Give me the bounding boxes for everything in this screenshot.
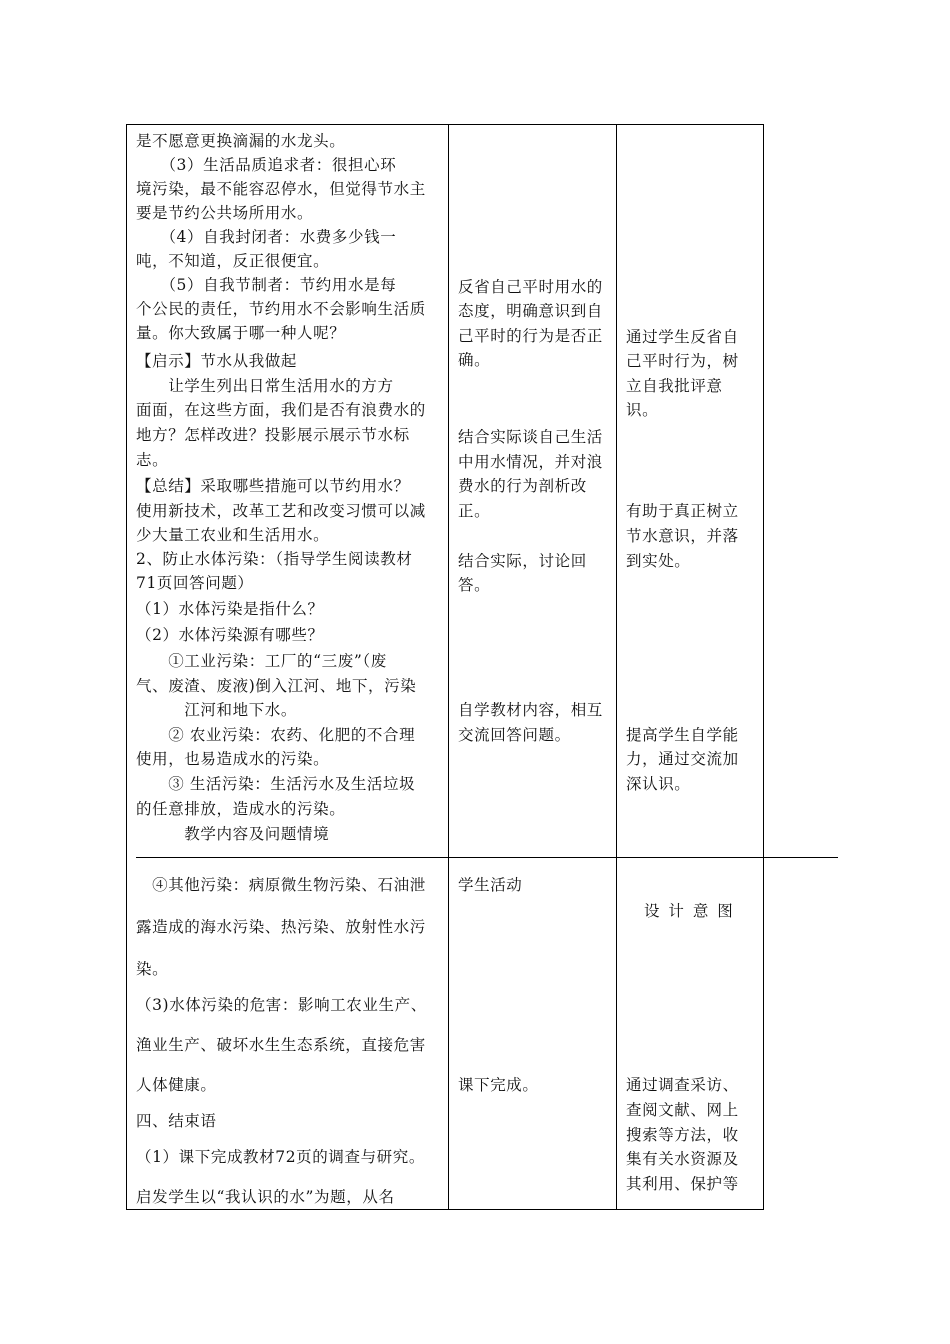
- content-line: 使用，也易造成水的污染。: [136, 750, 330, 768]
- activity-line: 反省自己平时用水的: [458, 278, 603, 296]
- content-line: 少大量工农业和生活用水。: [136, 526, 330, 544]
- activity-line: 正。: [458, 502, 491, 520]
- intent-line: 通过调查采访、: [626, 1076, 739, 1094]
- table-bottom-border: [126, 1209, 764, 1210]
- content-line: 【启示】节水从我做起: [136, 352, 298, 370]
- content-line: 71页回答问题）: [136, 574, 254, 592]
- activity-line: 确。: [458, 351, 491, 369]
- column-divider-2: [616, 124, 617, 1210]
- content-line: 人体健康。: [136, 1076, 217, 1094]
- column-header-activity: 学生活动: [458, 876, 523, 894]
- intent-line: 己平时行为，树: [626, 352, 739, 370]
- content-line: 面面，在这些方面，我们是否有浪费水的: [136, 401, 426, 419]
- activity-line: 课下完成。: [458, 1076, 539, 1094]
- content-line: 境污染，最不能容忍停水，但觉得节水主: [136, 180, 426, 198]
- content-line: 要是节约公共场所用水。: [136, 204, 314, 222]
- content-line: 2、防止水体污染：（指导学生阅读教材: [136, 550, 413, 568]
- intent-line: 查阅文献、网上: [626, 1101, 739, 1119]
- content-line: （3）生活品质追求者：很担心环: [136, 156, 397, 174]
- activity-line: 答。: [458, 576, 491, 594]
- content-line: （2）水体污染源有哪些？: [136, 626, 324, 644]
- content-line: 是不愿意更换滴漏的水龙头。: [136, 132, 346, 150]
- page-break-rule: [136, 857, 838, 858]
- content-line: （4）自我封闭者：水费多少钱一: [136, 228, 397, 246]
- intent-line: 搜索等方法，收: [626, 1126, 739, 1144]
- activity-line: 交流回答问题。: [458, 726, 571, 744]
- content-line: 渔业生产、破坏水生生态系统，直接危害: [136, 1036, 426, 1054]
- content-line: 个公民的责任，节约用水不会影响生活质: [136, 300, 426, 318]
- content-line: 染。: [136, 960, 169, 978]
- content-line: 露造成的海水污染、热污染、放射性水污: [136, 918, 426, 936]
- intent-line: 深认识。: [626, 775, 691, 793]
- content-line: ② 农业污染：农药、化肥的不合理: [136, 726, 416, 744]
- column-divider-1: [448, 124, 449, 1210]
- content-line: 气、废渣、废液)倒入江河、地下，污染: [136, 677, 417, 695]
- intent-line: 立自我批评意: [626, 377, 723, 395]
- content-line: 四、结束语: [136, 1112, 217, 1130]
- intent-line: 节水意识，并落: [626, 527, 739, 545]
- activity-line: 费水的行为剖析改: [458, 477, 587, 495]
- table-top-border: [126, 124, 763, 125]
- content-line: 的任意排放，造成水的污染。: [136, 800, 346, 818]
- intent-line: 提高学生自学能: [626, 726, 739, 744]
- table-right-border: [763, 124, 764, 1210]
- content-line: 吨，不知道，反正很便宜。: [136, 252, 330, 270]
- content-line: 让学生列出日常生活用水的方方: [136, 377, 394, 395]
- intent-line: 其利用、保护等: [626, 1175, 739, 1193]
- content-line: 志。: [136, 451, 169, 469]
- column-header-content: 教学内容及问题情境: [136, 825, 330, 843]
- activity-line: 己平时的行为是否正: [458, 327, 603, 345]
- content-line: 启发学生以“我认识的水”为题，从名: [136, 1188, 395, 1206]
- intent-line: 力，通过交流加: [626, 750, 739, 768]
- intent-line: 到实处。: [626, 552, 691, 570]
- intent-line: 识。: [626, 401, 659, 419]
- content-line: （3)水体污染的危害：影响工农业生产、: [136, 996, 427, 1014]
- activity-line: 结合实际，讨论回: [458, 552, 587, 570]
- table-left-border: [126, 124, 127, 1210]
- activity-line: 中用水情况，并对浪: [458, 453, 603, 471]
- content-line: ③ 生活污染：生活污水及生活垃圾: [136, 775, 416, 793]
- content-line: 【总结】采取哪些措施可以节约用水？: [136, 477, 410, 495]
- content-line: （5）自我节制者：节约用水是每: [136, 276, 397, 294]
- content-line: ①工业污染：工厂的“三废”（废: [136, 652, 387, 670]
- intent-line: 通过学生反省自: [626, 328, 739, 346]
- column-header-design-intent: 设 计 意 图: [644, 902, 735, 920]
- intent-line: 集有关水资源及: [626, 1150, 739, 1168]
- activity-line: 态度，明确意识到自: [458, 302, 603, 320]
- content-line: 量。你大致属于哪一种人呢？: [136, 324, 346, 342]
- content-line: ④其他污染：病原微生物污染、石油泄: [136, 876, 426, 894]
- content-line: 江河和地下水。: [136, 701, 298, 719]
- content-line: 地方？怎样改进？投影展示展示节水标: [136, 426, 410, 444]
- content-line: （1）课下完成教材72页的调查与研究。: [136, 1148, 425, 1166]
- content-line: 使用新技术，改革工艺和改变习惯可以减: [136, 502, 426, 520]
- intent-line: 有助于真正树立: [626, 502, 739, 520]
- activity-line: 结合实际谈自己生活: [458, 428, 603, 446]
- content-line: （1）水体污染是指什么？: [136, 600, 324, 618]
- activity-line: 自学教材内容，相互: [458, 701, 603, 719]
